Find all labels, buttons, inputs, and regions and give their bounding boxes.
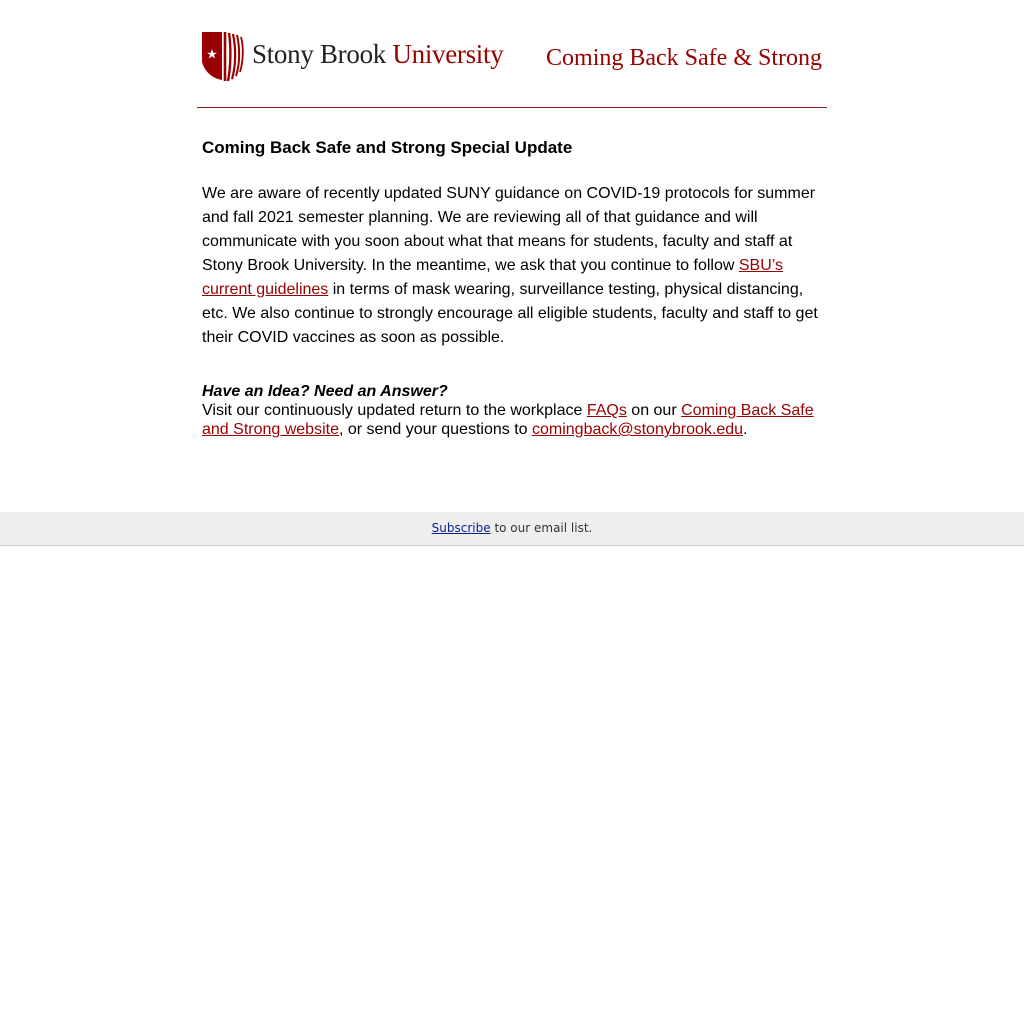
idea-section <box>202 382 822 439</box>
update-headline: Coming Back Safe and Strong Special Update <box>202 138 573 157</box>
faqs-link[interactable]: FAQs <box>586 402 627 419</box>
email-header <box>197 0 827 108</box>
idea-text-3: , or send your questions to <box>338 421 532 438</box>
email-container <box>197 0 827 439</box>
campaign-tagline: Coming Back Safe & Strong <box>546 45 822 71</box>
website-link[interactable]: Coming Back Safe and Strong website <box>202 402 814 438</box>
paragraph-text-1: We are aware of recently updated SUNY guidance on COVID-19 protocols for summer and fall 2021 semester planning. We are reviewing all of that guidance and will communicate with you soon about what that means for students, faculty and staff at Stony Brook University. In the meantime, we ask that you continue to follow <box>202 185 816 274</box>
logo-text-secondary: University <box>392 38 504 69</box>
idea-text-2: on our <box>626 402 682 419</box>
idea-title: Have an Idea? Need an Answer? <box>202 383 448 400</box>
idea-text-1: Visit our continuously updated return to the workplace <box>202 402 587 419</box>
paragraph-text-2: in terms of mask wearing, surveillance testing, physical distancing, etc. We also continue to strongly encourage all eligible students, faculty and staff to get their COVID vaccines as soon as possible. <box>202 281 818 346</box>
logo-text-primary: Stony Brook <box>252 38 386 69</box>
subscribe-text: to our email list. <box>490 521 593 535</box>
email-footer <box>0 512 1024 546</box>
logo-wordmark <box>252 38 504 69</box>
sbu-logo[interactable] <box>202 32 503 82</box>
email-body <box>197 108 827 439</box>
update-paragraph <box>202 182 822 350</box>
guidelines-link[interactable]: SBU’s current guidelines <box>202 257 784 298</box>
idea-text-4: . <box>743 421 748 438</box>
sbu-shield-icon <box>202 32 244 82</box>
email-link[interactable]: comingback@stonybrook.edu <box>531 421 744 438</box>
subscribe-link[interactable]: Subscribe <box>431 521 491 535</box>
idea-text <box>202 401 822 439</box>
